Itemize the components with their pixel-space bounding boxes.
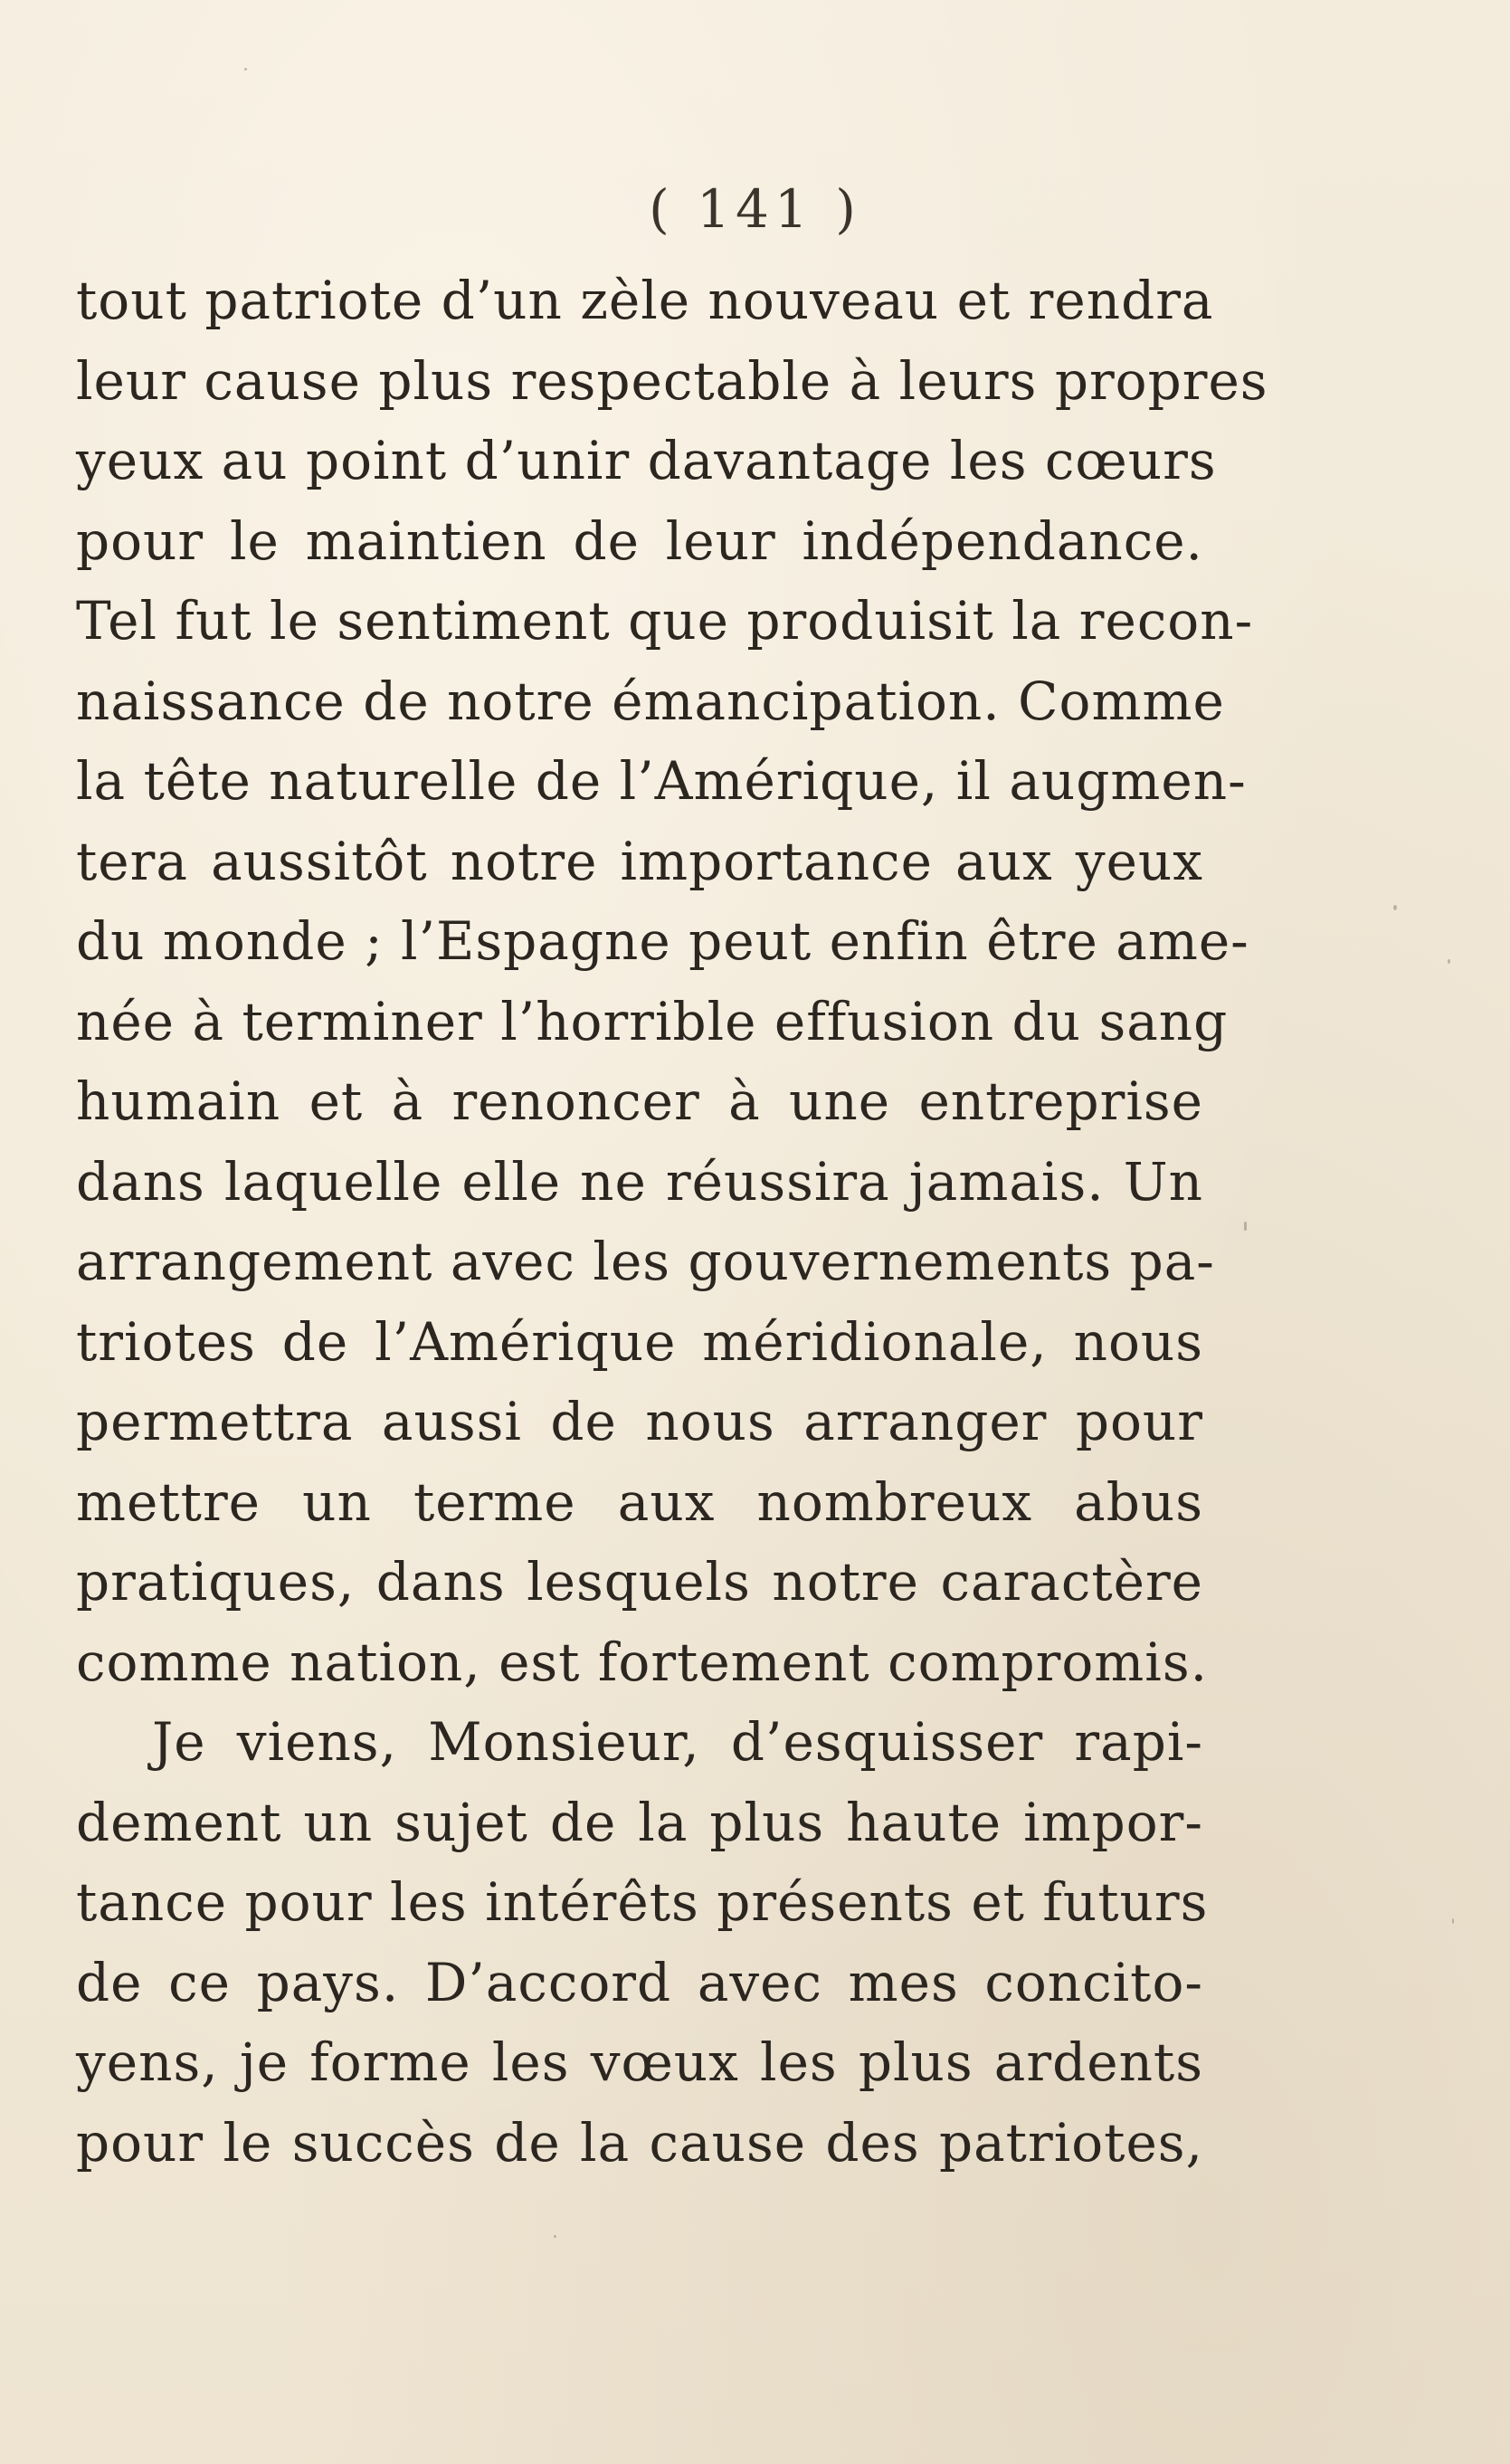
page-number: ( 141 ): [649, 178, 861, 240]
text-line: permettra aussi de nous arranger pour: [76, 1391, 1203, 1452]
text-line: naissance de notre émancipation. Comme: [76, 670, 1225, 732]
text-line: arrangement avec les gouvernements pa-: [76, 1231, 1215, 1292]
text-line: pratiques, dans lesquels notre caractère: [76, 1551, 1203, 1613]
text-line: yeux au point d’unir davantage les cœurs: [76, 430, 1217, 491]
text-line: dement un sujet de la plus haute impor-: [76, 1791, 1203, 1853]
text-line: née à terminer l’horrible effusion du sang: [76, 990, 1229, 1052]
paper-speck: [1244, 1222, 1247, 1231]
paper-speck: [554, 2235, 556, 2238]
text-line: pour le maintien de leur indépendance.: [76, 509, 1203, 572]
text-line: triotes de l’Amérique méridionale, nous: [76, 1310, 1203, 1373]
text-line: dans laquelle elle ne réussira jamais. Un: [76, 1150, 1203, 1213]
text-line: leur cause plus respectable à leurs propres: [76, 349, 1268, 412]
text-line: mettre un terme aux nombreux abus: [76, 1470, 1203, 1533]
paper-speck: [1448, 959, 1450, 964]
text-line: pour le succès de la cause des patriotes,: [76, 2111, 1203, 2174]
text-line: du monde ; l’Espagne peut enfin être ame-: [76, 910, 1249, 972]
text-line: yens, je forme les vœux les plus ardents: [76, 2031, 1203, 2093]
text-line: de ce pays. D’accord avec mes concito-: [76, 1951, 1203, 2013]
body-text: [76, 261, 1268, 2183]
text-line: comme nation, est fortement compromis.: [76, 1631, 1209, 1693]
paper-speck: [244, 68, 247, 71]
text-line: tera aussitôt notre importance aux yeux: [76, 830, 1203, 892]
text-line: humain et à renoncer à une entreprise: [76, 1070, 1203, 1132]
text-line: Tel fut le sentiment que produisit la recon-: [76, 590, 1254, 652]
text-line: la tête naturelle de l’Amérique, il augmen-: [76, 750, 1247, 812]
text-line-paragraph-start: Je viens, Monsieur, d’esquisser rapi-: [152, 1711, 1203, 1773]
paper-speck: [1452, 1918, 1454, 1924]
paper-speck: [1393, 905, 1397, 910]
text-line: tout patriote d’un zèle nouveau et rendra: [76, 270, 1214, 331]
text-line: tance pour les intérêts présents et futurs: [76, 1871, 1209, 1933]
